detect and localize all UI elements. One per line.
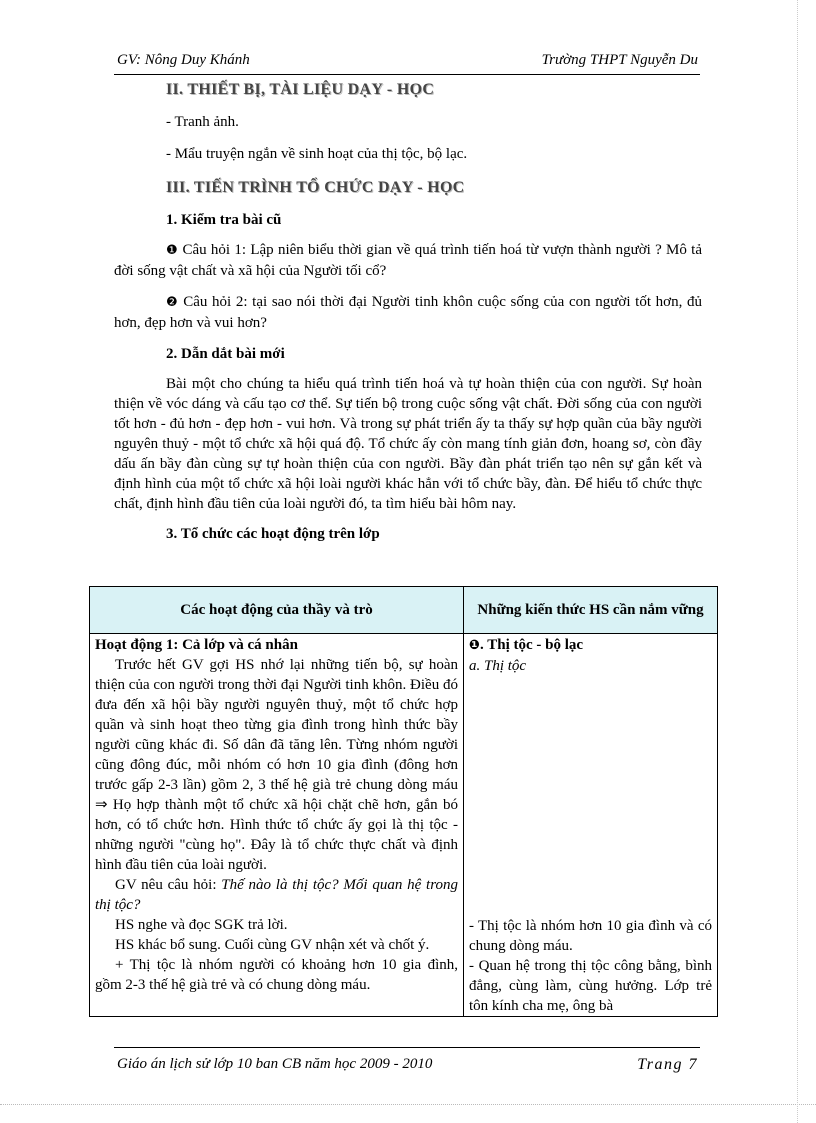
question-1-text: Câu hỏi 1: Lập niên biểu thời gian về quá trình tiến hoá từ vượn thành người ? Mô tả đời sống vật chất và xã hội của Người tối cổ?	[114, 242, 703, 279]
activity-title: Hoạt động 1: Cả lớp và cá nhân	[95, 637, 298, 653]
section-3-title: III. TIẾN TRÌNH TỔ CHỨC DẠY - HỌC	[166, 179, 465, 196]
header-rule	[114, 74, 700, 75]
knowledge-point-1: - Thị tộc là nhóm hơn 10 gia đình và có chung dòng máu.	[469, 918, 712, 954]
review-question-1	[114, 240, 702, 281]
table-header-row	[90, 587, 718, 634]
teacher-name: GV: Nông Duy Khánh	[117, 52, 250, 68]
activity-question-text: Thế nào là thị tộc? Mối quan hệ trong thị tộc?	[95, 877, 458, 913]
activity-paragraph: Trước hết GV gợi HS nhớ lại những tiến bộ, sự hoàn thiện của con người trong thời đại Người tinh khôn. Điều đó đưa đến xã hội bầy người nguyên thuỷ, một tổ chức hợp quần và sinh hoạt theo từng gia đình trong hình thức bầy người cũng khác đi. Số dân đã tăng lên. Từng nhóm người cũng đông đúc, mỗi nhóm có hơn 10 gia đình (đông hơn trước gấp 2-3 lần) gồm 2, 3 thế hệ già trẻ chung dòng máu ⇒ Họ hợp thành một tổ chức xã hội chặt chẽ hơn, gắn bó hơn, có tổ chức hơn. Hình thức tổ chức ấy gọi là thị tộc - những người "cùng họ". Đây là tổ chức thực chất và định hình đầu tiên của loài người.	[95, 657, 458, 873]
section-2-title: II. THIẾT BỊ, TÀI LIỆU DẠY - HỌC	[166, 81, 435, 98]
knowledge-subtitle: a. Thị tộc	[469, 658, 527, 674]
number-1-icon: ❶	[469, 638, 481, 653]
school-name: Trường THPT Nguyễn Du	[541, 52, 698, 68]
activities-cell	[90, 634, 464, 1017]
footer-rule	[114, 1047, 700, 1048]
number-1-icon: ❶	[166, 243, 179, 258]
knowledge-column-header: Những kiến thức HS cần nắm vững	[464, 587, 718, 634]
subsection-intro-title: 2. Dẫn dắt bài mới	[166, 346, 285, 362]
table-row	[90, 634, 718, 1017]
knowledge-title	[469, 635, 712, 656]
page-edge-right	[797, 0, 798, 1123]
intro-paragraph: Bài một cho chúng ta hiểu quá trình tiến hoá và tự hoàn thiện của con người. Sự hoàn thiện về vóc dáng và cấu tạo cơ thể. Sự tiến bộ trong cuộc sống vật chất. Đời sống của con người tốt hơn - đủ hơn - đẹp hơn - vui hơn. Và trong sự phát triển ấy ta thấy sự hợp quần của bầy người nguyên thuỷ - một tổ chức xã hội quá độ. Tổ chức ấy còn mang tính giản đơn, hoang sơ, còn đầy dấu ấn bầy đàn cùng sự tự hoàn thiện của con người. Bầy đàn phát triển tạo nên sự gắn kết và định hình của một tổ chức xã hội loài người khác hẳn với tổ chức bầy, đàn. Để hiểu tổ chức thực chất, định hình đầu tiên của loài người đó, ta tìm hiểu bài hôm nay.	[114, 376, 702, 512]
knowledge-point-2: - Quan hệ trong thị tộc công bằng, bình đẳng, cùng làm, cùng hưởng. Lớp trẻ tôn kính cha mẹ, ông bà	[469, 958, 712, 1014]
activity-question-prefix: GV nêu câu hỏi:	[115, 877, 222, 893]
subsection-review-title: 1. Kiểm tra bài cũ	[166, 212, 282, 228]
material-item-2: - Mẩu truyện ngắn về sinh hoạt của thị tộc, bộ lạc.	[166, 146, 468, 162]
knowledge-cell	[464, 634, 718, 1017]
page-footer	[114, 1054, 700, 1078]
lesson-content	[114, 80, 702, 544]
activity-answer: HS nghe và đọc SGK trả lời.	[115, 917, 288, 933]
page-number: Trang 7	[637, 1056, 698, 1073]
page-edge-bottom	[0, 1104, 816, 1105]
activity-supplement: HS khác bổ sung. Cuối cùng GV nhận xét và chốt ý.	[115, 937, 430, 953]
subsection-activities-title: 3. Tổ chức các hoạt động trên lớp	[166, 526, 380, 542]
activities-column-header: Các hoạt động của thầy và trò	[90, 587, 464, 634]
activity-summary: + Thị tộc là nhóm người có khoảng hơn 10 gia đình, gồm 2-3 thế hệ già trẻ và có chung dòng máu.	[95, 957, 458, 993]
page-header	[114, 50, 700, 72]
footer-caption: Giáo án lịch sử lớp 10 ban CB năm học 2009 - 2010	[117, 1056, 433, 1072]
question-2-text: Câu hỏi 2: tại sao nói thời đại Người tinh khôn cuộc sống của con người tốt hơn, đủ hơn, đẹp hơn và vui hơn?	[114, 294, 703, 331]
material-item-1: - Tranh ảnh.	[166, 114, 239, 130]
activities-table	[89, 586, 718, 1017]
number-2-icon: ❷	[166, 295, 179, 310]
activity-question	[95, 875, 458, 915]
review-question-2	[114, 292, 702, 333]
knowledge-title-text: . Thị tộc - bộ lạc	[480, 637, 584, 653]
